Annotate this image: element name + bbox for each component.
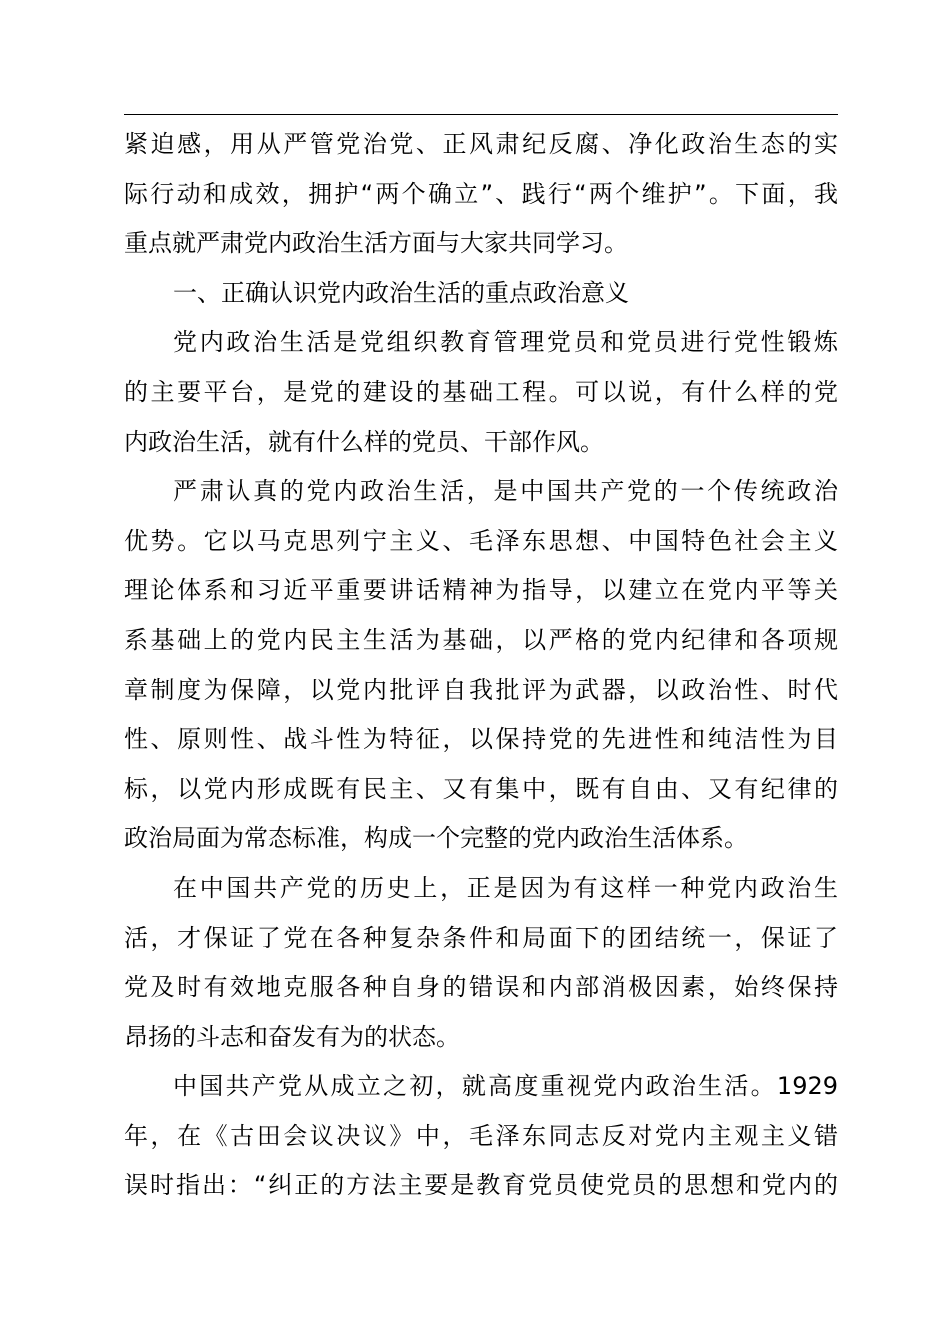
text-line: 理论体系和习近平重要讲话精神为指导，以建立在党内平等关 — [124, 576, 838, 605]
text-line: 优势。它以马克思列宁主义、毛泽东思想、中国特色社会主义 — [124, 526, 838, 555]
text-line: 重点就严肃党内政治生活方面与大家共同学习。 — [124, 229, 628, 258]
text-line: 党及时有效地克服各种自身的错误和内部消极因素，始终保持 — [124, 973, 838, 1002]
text-line: 系基础上的党内民主生活为基础，以严格的党内纪律和各项规 — [124, 625, 838, 654]
text-line: 严肃认真的党内政治生活，是中国共产党的一个传统政治 — [173, 477, 838, 506]
text-line: 政治局面为常态标准，构成一个完整的党内政治生活体系。 — [124, 824, 748, 853]
text-line: 内政治生活，就有什么样的党员、干部作风。 — [124, 427, 604, 456]
text-line: 一、正确认识党内政治生活的重点政治意义 — [173, 278, 629, 307]
text-line: 昂扬的斗志和奋发有为的状态。 — [124, 1022, 460, 1051]
header-rule — [124, 114, 838, 115]
text-line: 中国共产党从成立之初，就高度重视党内政治生活。1929 — [173, 1072, 838, 1101]
text-line: 际行动和成效，拥护“两个确立”、践行“两个维护”。下面，我 — [124, 179, 838, 208]
text-line: 章制度为保障，以党内批评自我批评为武器，以政治性、时代 — [124, 675, 838, 704]
text-line: 紧迫感，用从严管党治党、正风肃纪反腐、净化政治生态的实 — [124, 130, 838, 158]
body-text — [124, 120, 838, 1211]
text-line: 误时指出：“纠正的方法主要是教育党员使党员的思想和党内的 — [124, 1171, 838, 1200]
text-line: 性、原则性、战斗性为特征，以保持党的先进性和纯洁性为目 — [124, 725, 838, 754]
text-line: 活，才保证了党在各种复杂条件和局面下的团结统一，保证了 — [124, 923, 838, 952]
text-line: 年，在《古田会议决议》中，毛泽东同志反对党内主观主义错 — [124, 1121, 838, 1150]
text-line: 党内政治生活是党组织教育管理党员和党员进行党性锻炼 — [173, 328, 838, 357]
text-line: 标，以党内形成既有民主、又有集中，既有自由、又有纪律的 — [124, 774, 838, 803]
text-line: 在中国共产党的历史上，正是因为有这样一种党内政治生 — [173, 873, 838, 902]
text-line: 的主要平台，是党的建设的基础工程。可以说，有什么样的党 — [124, 377, 838, 406]
